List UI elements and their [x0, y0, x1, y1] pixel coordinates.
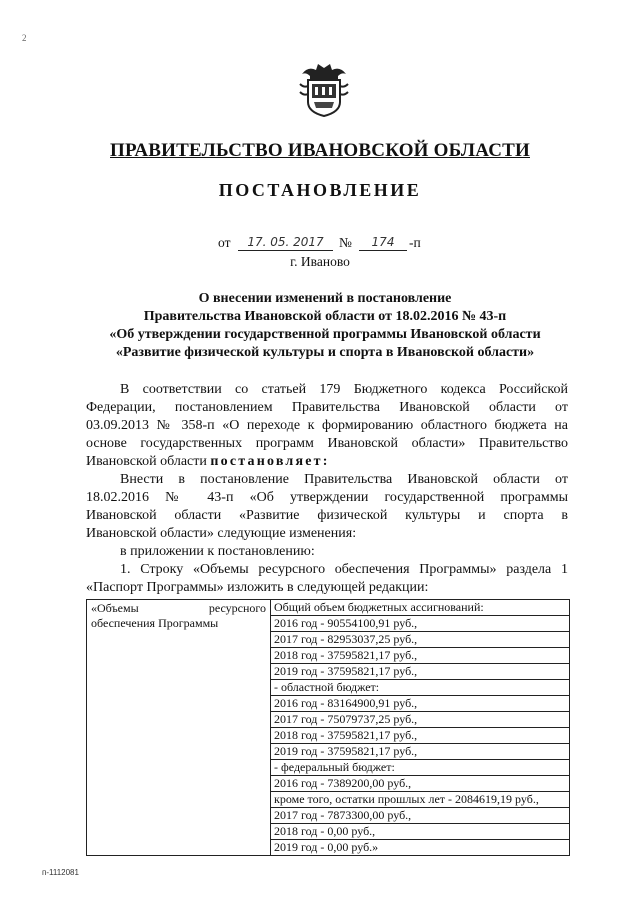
clause-line: Внести в постановление Правительства Ивановской области от — [120, 472, 568, 487]
clause-line: 1. Строку «Объемы ресурсного обеспечения Программы» раздела 1 — [120, 562, 568, 577]
footer-code: п-1112081 — [42, 868, 79, 877]
table-row: 2018 год - 0,00 руб., — [271, 824, 569, 840]
table-row: - областной бюджет: — [271, 680, 569, 696]
document-type-title: ПОСТАНОВЛЕНИЕ — [218, 180, 422, 200]
clause-line: в приложении к постановлению: — [120, 544, 315, 559]
number-sign: № — [339, 235, 352, 250]
subject-line: «Развитие физической культуры и спорта в Ивановской области» — [115, 345, 535, 360]
preamble-line: Федерации, постановлением Правительства Ивановской области от — [86, 400, 568, 415]
preamble-line: 03.09.2013 № 358-п «О переходе к формированию областного бюджета на — [86, 418, 568, 433]
table-row: 2016 год - 7389200,00 руб., — [271, 776, 569, 792]
preamble-line — [86, 453, 568, 471]
document-body — [86, 381, 568, 597]
label-word: ресурсного — [208, 601, 266, 615]
table-row: Общий объем бюджетных ассигнований: — [271, 600, 569, 616]
table-row: 2017 год - 7873300,00 руб., — [271, 808, 569, 824]
table-row: 2019 год - 37595821,17 руб., — [271, 744, 569, 760]
table-row: 2016 год - 83164900,91 руб., — [271, 696, 569, 712]
date-prefix: от — [218, 235, 231, 250]
clause-line: 18.02.2016 № 43-п «Об утверждении государственной программы — [86, 490, 568, 505]
preamble-prefix: Ивановской области — [86, 454, 207, 469]
number-value: 174 — [359, 235, 407, 251]
coat-of-arms-emblem-icon — [298, 58, 350, 118]
table-row: 2017 год - 75079737,25 руб., — [271, 712, 569, 728]
preamble-line: основе государственных программ Ивановской области» Правительство — [86, 436, 568, 451]
clause-line: Ивановской области» следующие изменения: — [86, 526, 357, 541]
table-row: 2018 год - 37595821,17 руб., — [271, 728, 569, 744]
corner-mark: 2 — [22, 33, 27, 43]
table-row: 2019 год - 37595821,17 руб., — [271, 664, 569, 680]
resource-label-cell — [87, 600, 271, 856]
table-row: 2017 год - 82953037,25 руб., — [271, 632, 569, 648]
table-row: 2019 год - 0,00 руб.» — [274, 840, 379, 854]
government-title: ПРАВИТЕЛЬСТВО ИВАНОВСКОЙ ОБЛАСТИ — [110, 140, 530, 161]
subject-heading — [60, 290, 590, 362]
city-name: г. Иваново — [290, 254, 350, 269]
subject-line: Правительства Ивановской области от 18.02.2016 № 43-п — [143, 309, 507, 324]
table-row: кроме того, остатки прошлых лет - 2084619,19 руб., — [271, 792, 569, 808]
number-suffix: -п — [409, 235, 421, 250]
preamble-line: В соответствии со статьей 179 Бюджетного кодекса Российской — [120, 382, 568, 397]
label-line: обеспечения Программы — [91, 616, 219, 630]
clause-line: Ивановской области «Развитие физической культуры и спорта в — [86, 508, 568, 523]
table-row: 2016 год - 90554100,91 руб., — [271, 616, 569, 632]
subject-line: О внесении изменений в постановление — [198, 291, 452, 306]
clause-line: «Паспорт Программы» изложить в следующей редакции: — [86, 580, 429, 595]
subject-line: «Об утверждении государственной программы Ивановской области — [109, 327, 541, 342]
resolves-word: постановляет: — [210, 454, 330, 469]
resource-values-cell — [271, 600, 570, 856]
table-row: 2018 год - 37595821,17 руб., — [271, 648, 569, 664]
table-row: - федеральный бюджет: — [271, 760, 569, 776]
label-word: «Объемы — [91, 601, 139, 615]
date-value: 17. 05. 2017 — [238, 235, 333, 251]
date-number-line — [218, 235, 458, 253]
resource-table — [86, 599, 570, 856]
